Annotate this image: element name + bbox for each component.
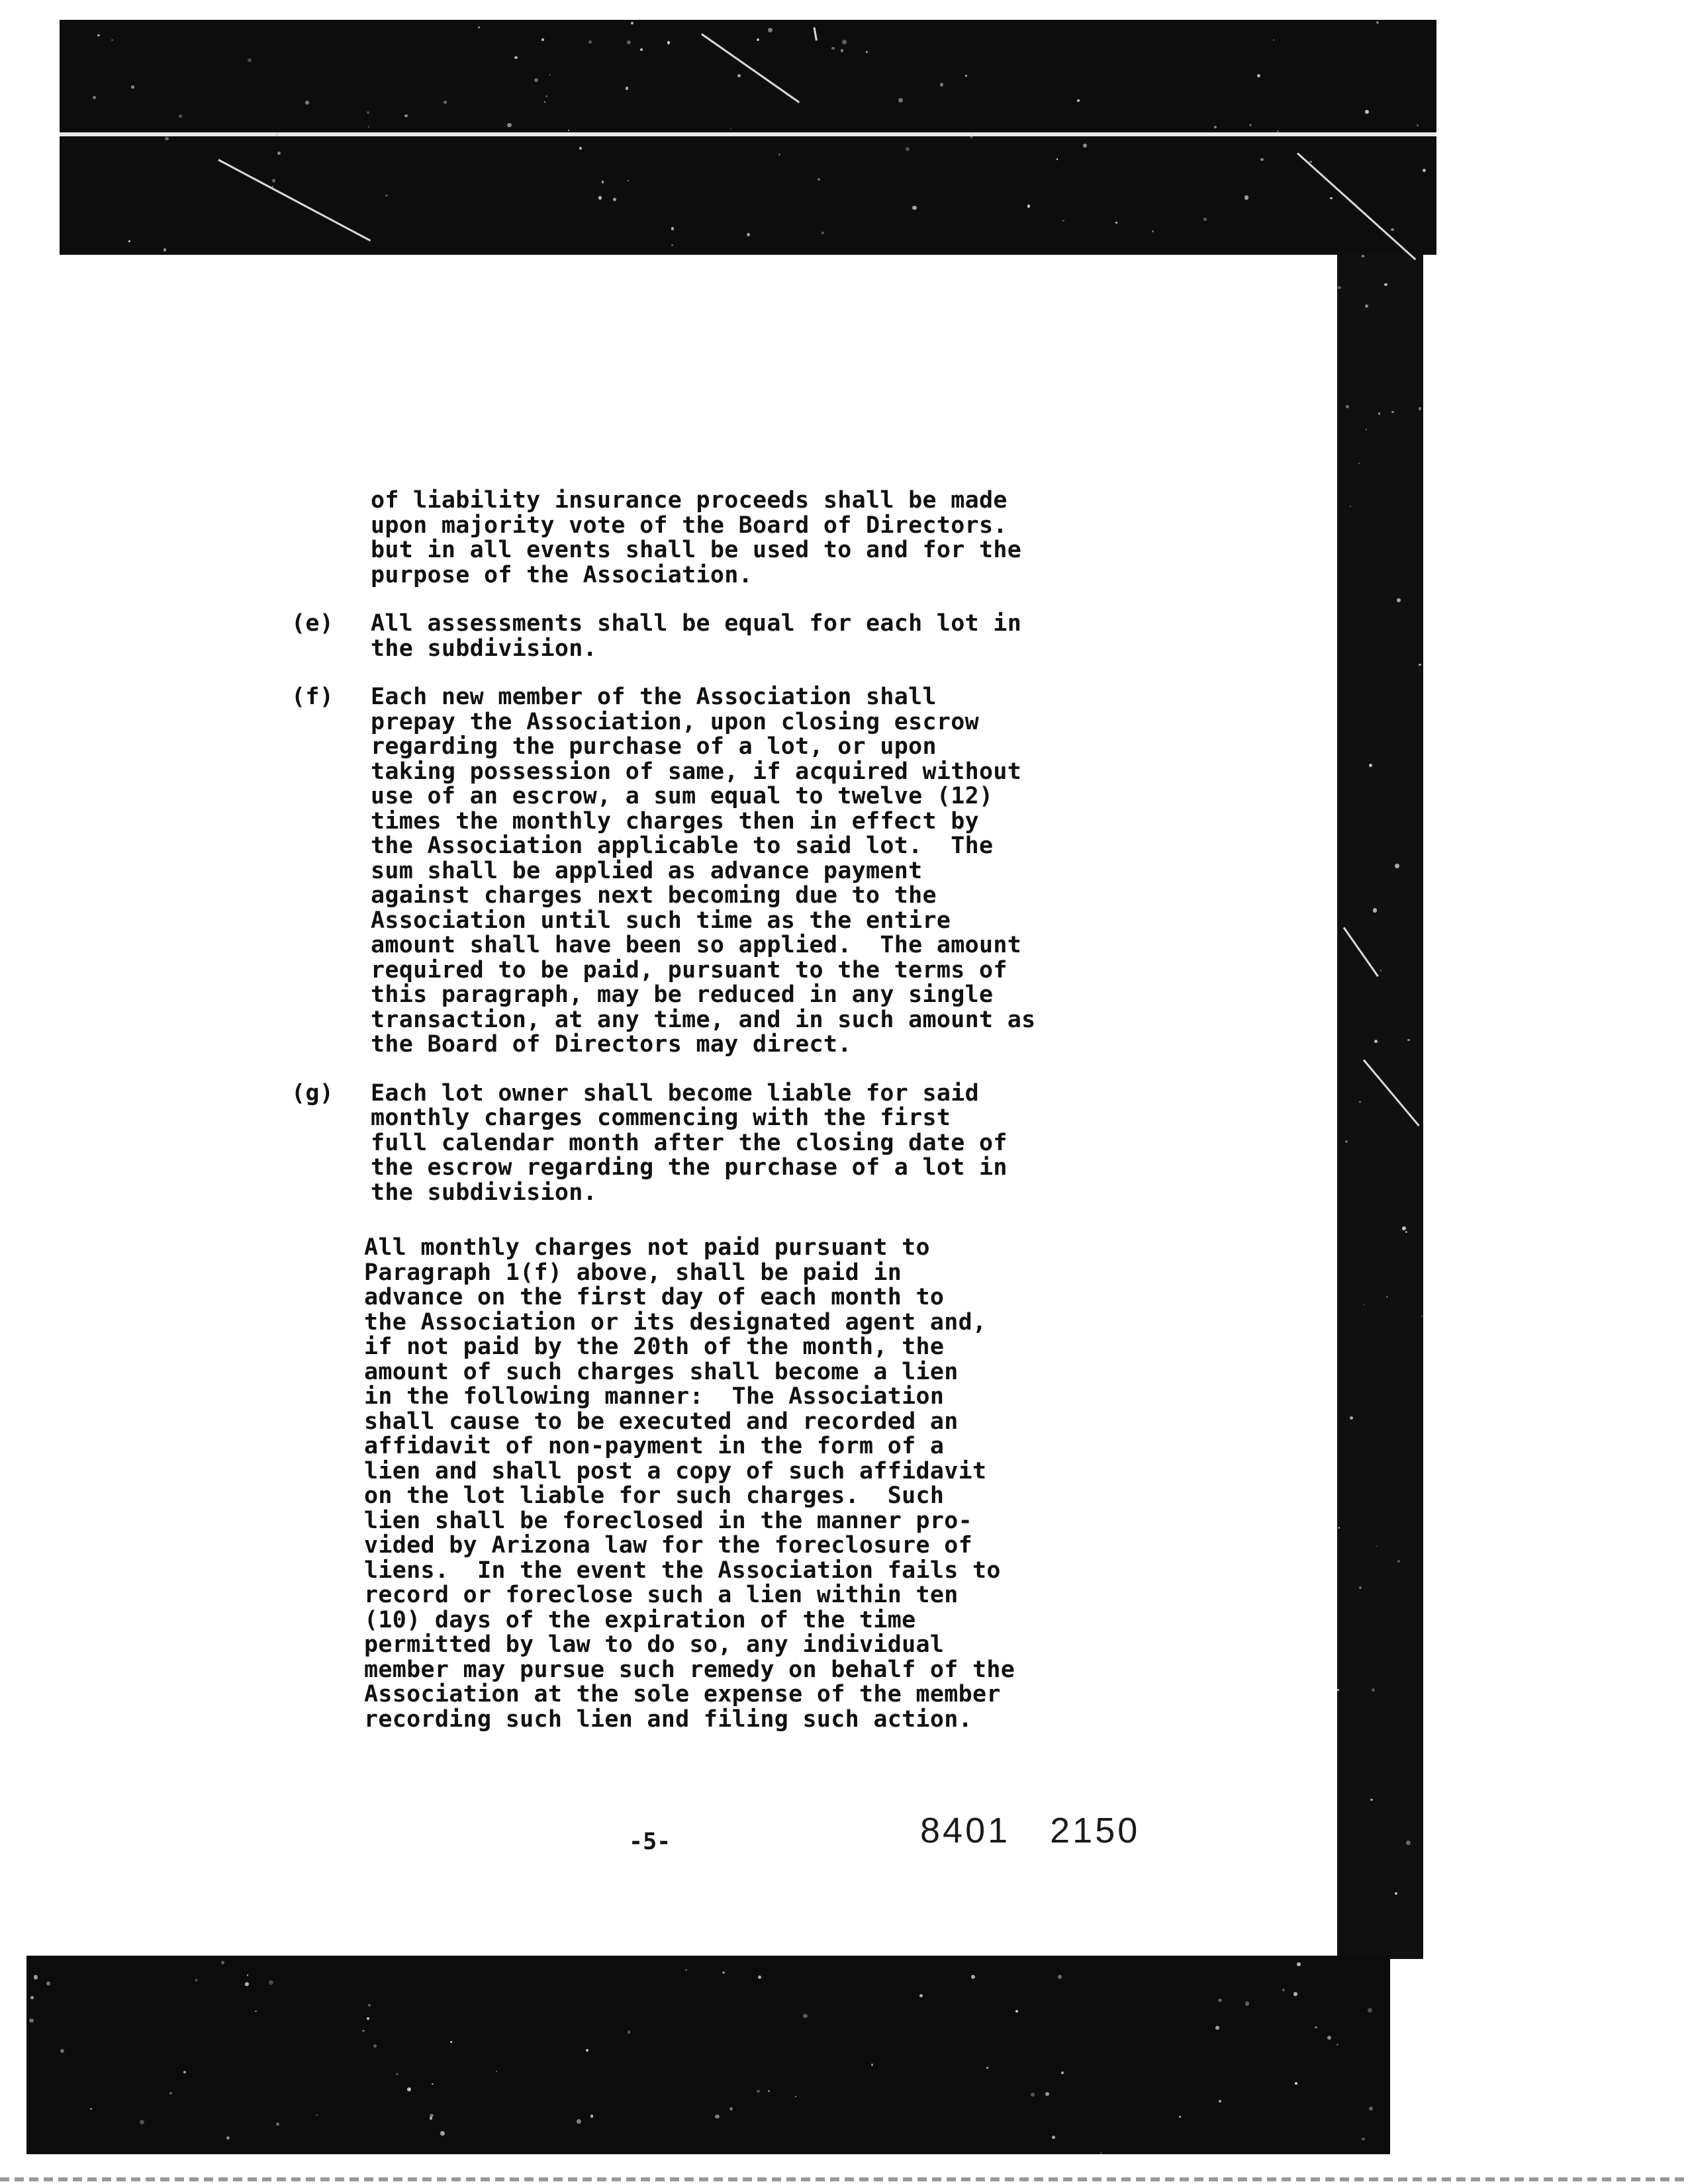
scan-speck [747,233,750,236]
scan-speck [1374,1040,1378,1043]
continuation-line: All monthly charges not paid pursuant to [364,1234,930,1261]
continuation-line: the Association or its designated agent and, [364,1308,987,1336]
continuation-line: Paragraph 1(f) above, shall be paid in [364,1259,902,1286]
continuation-line: vided by Arizona law for the foreclosure of [364,1532,972,1559]
scan-speck [1423,279,1425,281]
paragraph-f [291,685,1152,1058]
scan-speck [1397,598,1401,602]
scan-speck [841,49,844,52]
paragraph-line: against charges next becoming due to the [371,882,937,909]
continuation-line: if not paid by the 20th of the month, the [364,1334,945,1360]
scan-speck [541,38,544,41]
continuation-line: lien shall be foreclosed in the manner pro- [364,1507,972,1534]
scan-speck [1407,1039,1410,1042]
paragraph-line: use of an escrow, a sum equal to twelve (12) [371,783,994,809]
scan-speck [93,96,96,99]
scan-speck [272,179,275,182]
scan-speck [276,2122,279,2126]
scan-speck [1062,220,1064,222]
paragraph-line: transaction, at any time, and in such amount as [371,1006,1036,1033]
intro-paragraph [291,488,1152,588]
continuation-paragraph [291,1236,1152,1732]
paragraph-line: regarding the purchase of a lot, or upon [371,733,937,760]
scan-fold-line [60,132,1436,136]
scan-speck [1391,411,1394,414]
paragraph-line: monthly charges commencing with the first [371,1105,951,1131]
paragraph-line: Each new member of the Association shall [371,684,937,710]
scan-speck [131,85,134,88]
paragraph-label: (f) [291,684,334,710]
scan-speck [1391,228,1393,231]
continuation-line: lien and shall post a copy of such affidavit [364,1457,987,1484]
scan-speck [842,40,846,44]
scan-speck [514,56,518,60]
paragraph-line: the Association applicable to said lot. The [371,833,994,859]
scan-speck [1373,908,1377,912]
scan-speck [577,2119,581,2124]
scan-speck [627,40,631,44]
continuation-line: record or foreclose such a lien within ten [364,1582,959,1608]
scan-speck [1249,124,1252,126]
paragraph-line: times the monthly charges then in effect by [371,807,979,835]
paragraph-line: amount shall have been so applied. The amount [371,932,1022,958]
recording-stamp [920,1810,1140,1851]
scan-speck [111,39,113,41]
scan-speck [226,2136,230,2140]
paragraph-line: sum shall be applied as advance payment [371,857,923,884]
scan-speck [1338,1527,1340,1529]
scan-speck [1350,1416,1353,1420]
paragraph-line: taking possession of same, if acquired without [371,758,1022,785]
scan-speck [46,1981,50,1985]
scan-speck [1297,1962,1301,1966]
scan-speck [407,2087,411,2091]
scan-speck [602,181,604,183]
scan-speck [140,2120,144,2124]
scan-speck [821,232,824,234]
scan-speck [183,2071,186,2073]
scan-speck [1395,864,1399,868]
scan-speck [1376,21,1378,23]
scan-speck [362,2030,364,2032]
scan-speck [757,2090,759,2093]
scan-speck [247,1974,248,1976]
scan-speck [1218,1999,1221,2002]
scan-speck [1152,230,1154,232]
scan-speck [440,2131,445,2136]
scan-speck [1293,1992,1297,1995]
scan-speck [1362,2138,1364,2140]
scan-border-bottom [26,1956,1390,2154]
continuation-line: recording such lien and filing such action. [364,1706,972,1733]
continuation-line: affidavit of non-payment in the form of a [364,1433,945,1459]
paragraph-line: the subdivision. [371,635,597,662]
scan-speck [1315,2026,1317,2028]
paragraph-label: (e) [291,610,334,637]
scan-speck [404,114,407,117]
scan-speck [1359,1101,1360,1103]
scan-speck [97,34,100,37]
scan-speck [579,147,582,150]
scan-speck [971,1975,975,1979]
scan-speck [430,2116,433,2120]
scan-speck [221,1961,224,1964]
scan-speck [1203,218,1207,221]
paragraph-e [291,612,1152,661]
continuation-line: shall cause to be executed and recorded an [364,1408,959,1435]
scan-speck [912,206,917,210]
scan-speck [165,137,168,140]
scan-speck [195,1979,197,1981]
continuation-line: on the lot liable for such charges. Such [364,1482,945,1509]
document-body [291,488,1152,1732]
scan-speck [1245,2001,1250,2006]
paragraph-label: (g) [291,1079,334,1107]
scan-speck [818,178,820,181]
scan-speck [671,227,675,230]
scan-speck [1273,39,1274,40]
scan-speck [450,2041,452,2043]
paragraph-line: full calendar month after the closing date of [371,1129,1008,1156]
scan-speck [1052,2136,1055,2139]
scan-speck [940,83,944,87]
scan-speck [255,2011,257,2013]
scan-speck [29,2019,34,2023]
scan-speck [667,41,671,44]
scan-speck [970,135,973,138]
scan-speck [275,133,278,136]
stamp-docket: 8401 [920,1811,1011,1850]
scan-speck [715,2115,719,2118]
scan-speck [1244,195,1249,200]
scan-speck [368,2004,371,2007]
scan-speck [1215,2026,1219,2030]
continuation-line: member may pursue such remedy on behalf of the [364,1656,1015,1683]
scan-speck [1384,283,1387,286]
scan-speck [1295,2082,1297,2084]
scan-speck [906,147,910,151]
paragraph-line: All assessments shall be equal for each lot in [371,610,1022,637]
continuation-line: in the following manner: The Association [364,1383,945,1410]
scan-speck [568,130,569,131]
continuation-line: permitted by law to do so, any individual [364,1631,945,1658]
scan-speck [245,1982,249,1986]
continuation-line: Association at the sole expense of the member [364,1681,1001,1707]
scan-speck [1423,169,1426,172]
continuation-line: amount of such charges shall become a lien [364,1358,959,1385]
scan-speck [1406,1841,1411,1845]
scan-speck [803,2014,807,2018]
scan-speck [768,2090,770,2092]
paragraph-line: prepay the Association, upon closing escrow [371,708,979,735]
scan-edge-line [0,2177,1688,2181]
scan-speck [1257,74,1260,77]
scan-speck [1372,1688,1375,1692]
scan-speck [1330,197,1333,200]
scan-speck [1115,222,1117,224]
continuation-line: liens. In the event the Association fails to [364,1557,1001,1584]
scan-speck [164,248,166,251]
stamp-page: 2150 [1050,1811,1141,1850]
paragraph-line: Each lot owner shall become liable for said [371,1079,979,1107]
scan-speck [1419,664,1421,666]
scan-border-top [60,20,1436,255]
paragraph-line: this paragraph, may be reduced in any single [371,981,994,1008]
scan-speck [965,75,967,77]
paragraph-line: the subdivision. [371,1179,597,1206]
scan-speck [1260,158,1263,161]
scan-speck [722,1972,725,1974]
continuation-line: (10) days of the expiration of the time [364,1606,916,1633]
scan-speck [507,123,512,128]
scan-speck [1179,2116,1181,2118]
scan-speck [179,114,182,118]
scan-border-right [1337,255,1423,1959]
paragraph-line: the Board of Directors may direct. [371,1031,852,1058]
scan-speck [34,1975,38,1979]
scan-speck [1378,412,1380,414]
scan-speck [729,2107,733,2111]
scan-speck [169,2092,172,2095]
scan-speck [1345,1140,1348,1143]
scan-speck [1336,2044,1338,2046]
intro-line: of liability insurance proceeds shall be made [371,487,1008,514]
scan-speck [1419,407,1422,410]
paragraph-line: required to be paid, pursuant to the terms of [371,956,1008,983]
scan-speck [671,244,673,246]
scan-speck [368,126,370,128]
scan-speck [496,2071,497,2072]
continuation-line: advance on the first day of each month to [364,1284,945,1310]
intro-line: but in all events shall be used to and for the [371,537,1022,563]
intro-line: purpose of the Association. [371,561,753,588]
paragraph-line: Association until such time as the entire [371,907,951,934]
paragraph-line: the escrow regarding the purchase of a lot in [371,1154,1008,1181]
intro-line: upon majority vote of the Board of Directors. [371,512,1008,539]
scan-speck [1380,970,1382,972]
scan-speck [1417,124,1419,126]
scan-speck [1362,255,1364,257]
scan-speck [432,2083,434,2085]
scan-speck [385,195,387,197]
paragraph-g [291,1081,1152,1206]
scan-speck [60,2049,64,2053]
scan-speck [1219,2100,1221,2103]
page-number: -5- [629,1829,671,1855]
scan-speck [628,180,629,181]
